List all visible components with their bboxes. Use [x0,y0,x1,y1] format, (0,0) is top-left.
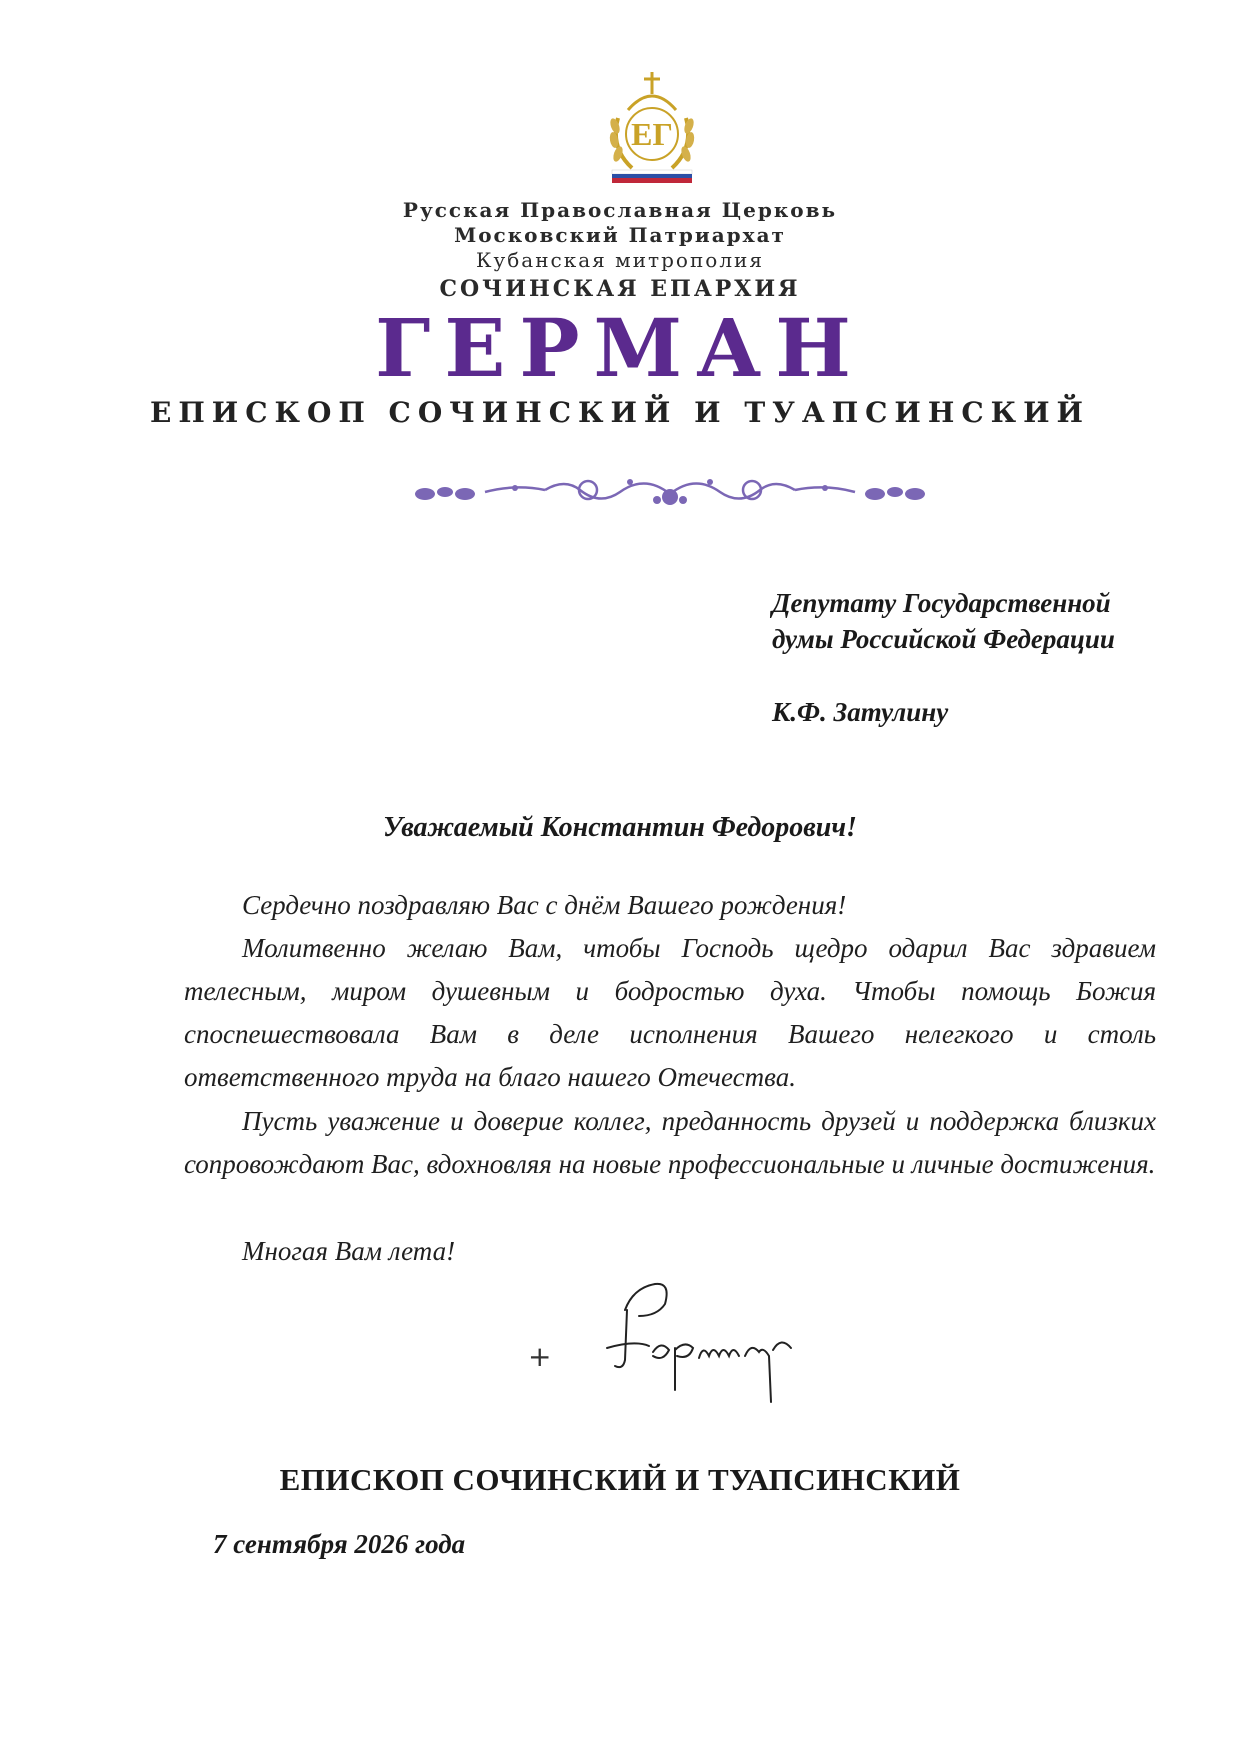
addressee-line-1: Депутату Государственной [772,588,1111,618]
bishop-name-heading: ГЕРМАН [375,301,865,395]
patriarchate-name: Московский Патриархат [454,223,786,247]
metropolis-name: Кубанская митрополия [476,248,764,272]
church-name: Русская Православная Церковь [402,198,838,222]
emblem-monogram: ЕГ [631,116,673,152]
body-paragraph-2 [184,927,1156,1099]
handwritten-signature-icon [605,1270,825,1410]
addressee-name: К.Ф. Затулину [772,697,949,727]
ornament-divider-icon [405,470,935,512]
paragraph-text: Молитвенно желаю Вам, чтобы Господь щедро одарил Вас здравием телесным, миром душевным и бодростью духа. Чтобы помощь Божия споспешествовала Вам в деле исполнения Вашего нелегкого и столь ответственного труда на благо нашего Отечества. [184,933,1156,1092]
body-paragraph-3 [184,1100,1156,1186]
bishop-title-heading: ЕПИСКОП СОЧИНСКИЙ И ТУАПСИНСКИЙ [149,396,1090,429]
addressee-line-2: думы Российской Федерации [772,624,1115,654]
body-paragraph-4 [184,1230,1156,1273]
signer-title: ЕПИСКОП СОЧИНСКИЙ И ТУАПСИНСКИЙ [279,1462,961,1497]
salutation: Уважаемый Константин Федорович! [383,812,857,843]
paragraph-text: Многая Вам лета! [242,1236,456,1266]
body-paragraph-1 [184,884,1156,927]
paragraph-text: Сердечно поздравляю Вас с днём Вашего рождения! [242,890,847,920]
letter-date: 7 сентября 2026 года [213,1529,466,1559]
diocese-emblem-icon [598,70,706,188]
paragraph-text: Пусть уважение и доверие коллег, преданность друзей и поддержка близких сопровождают Вас, вдохновляя на новые профессиональные и личные достижения. [184,1106,1156,1179]
signature-cross: + [528,1340,552,1373]
diocese-name: СОЧИНСКАЯ ЕПАРХИЯ [439,276,801,302]
